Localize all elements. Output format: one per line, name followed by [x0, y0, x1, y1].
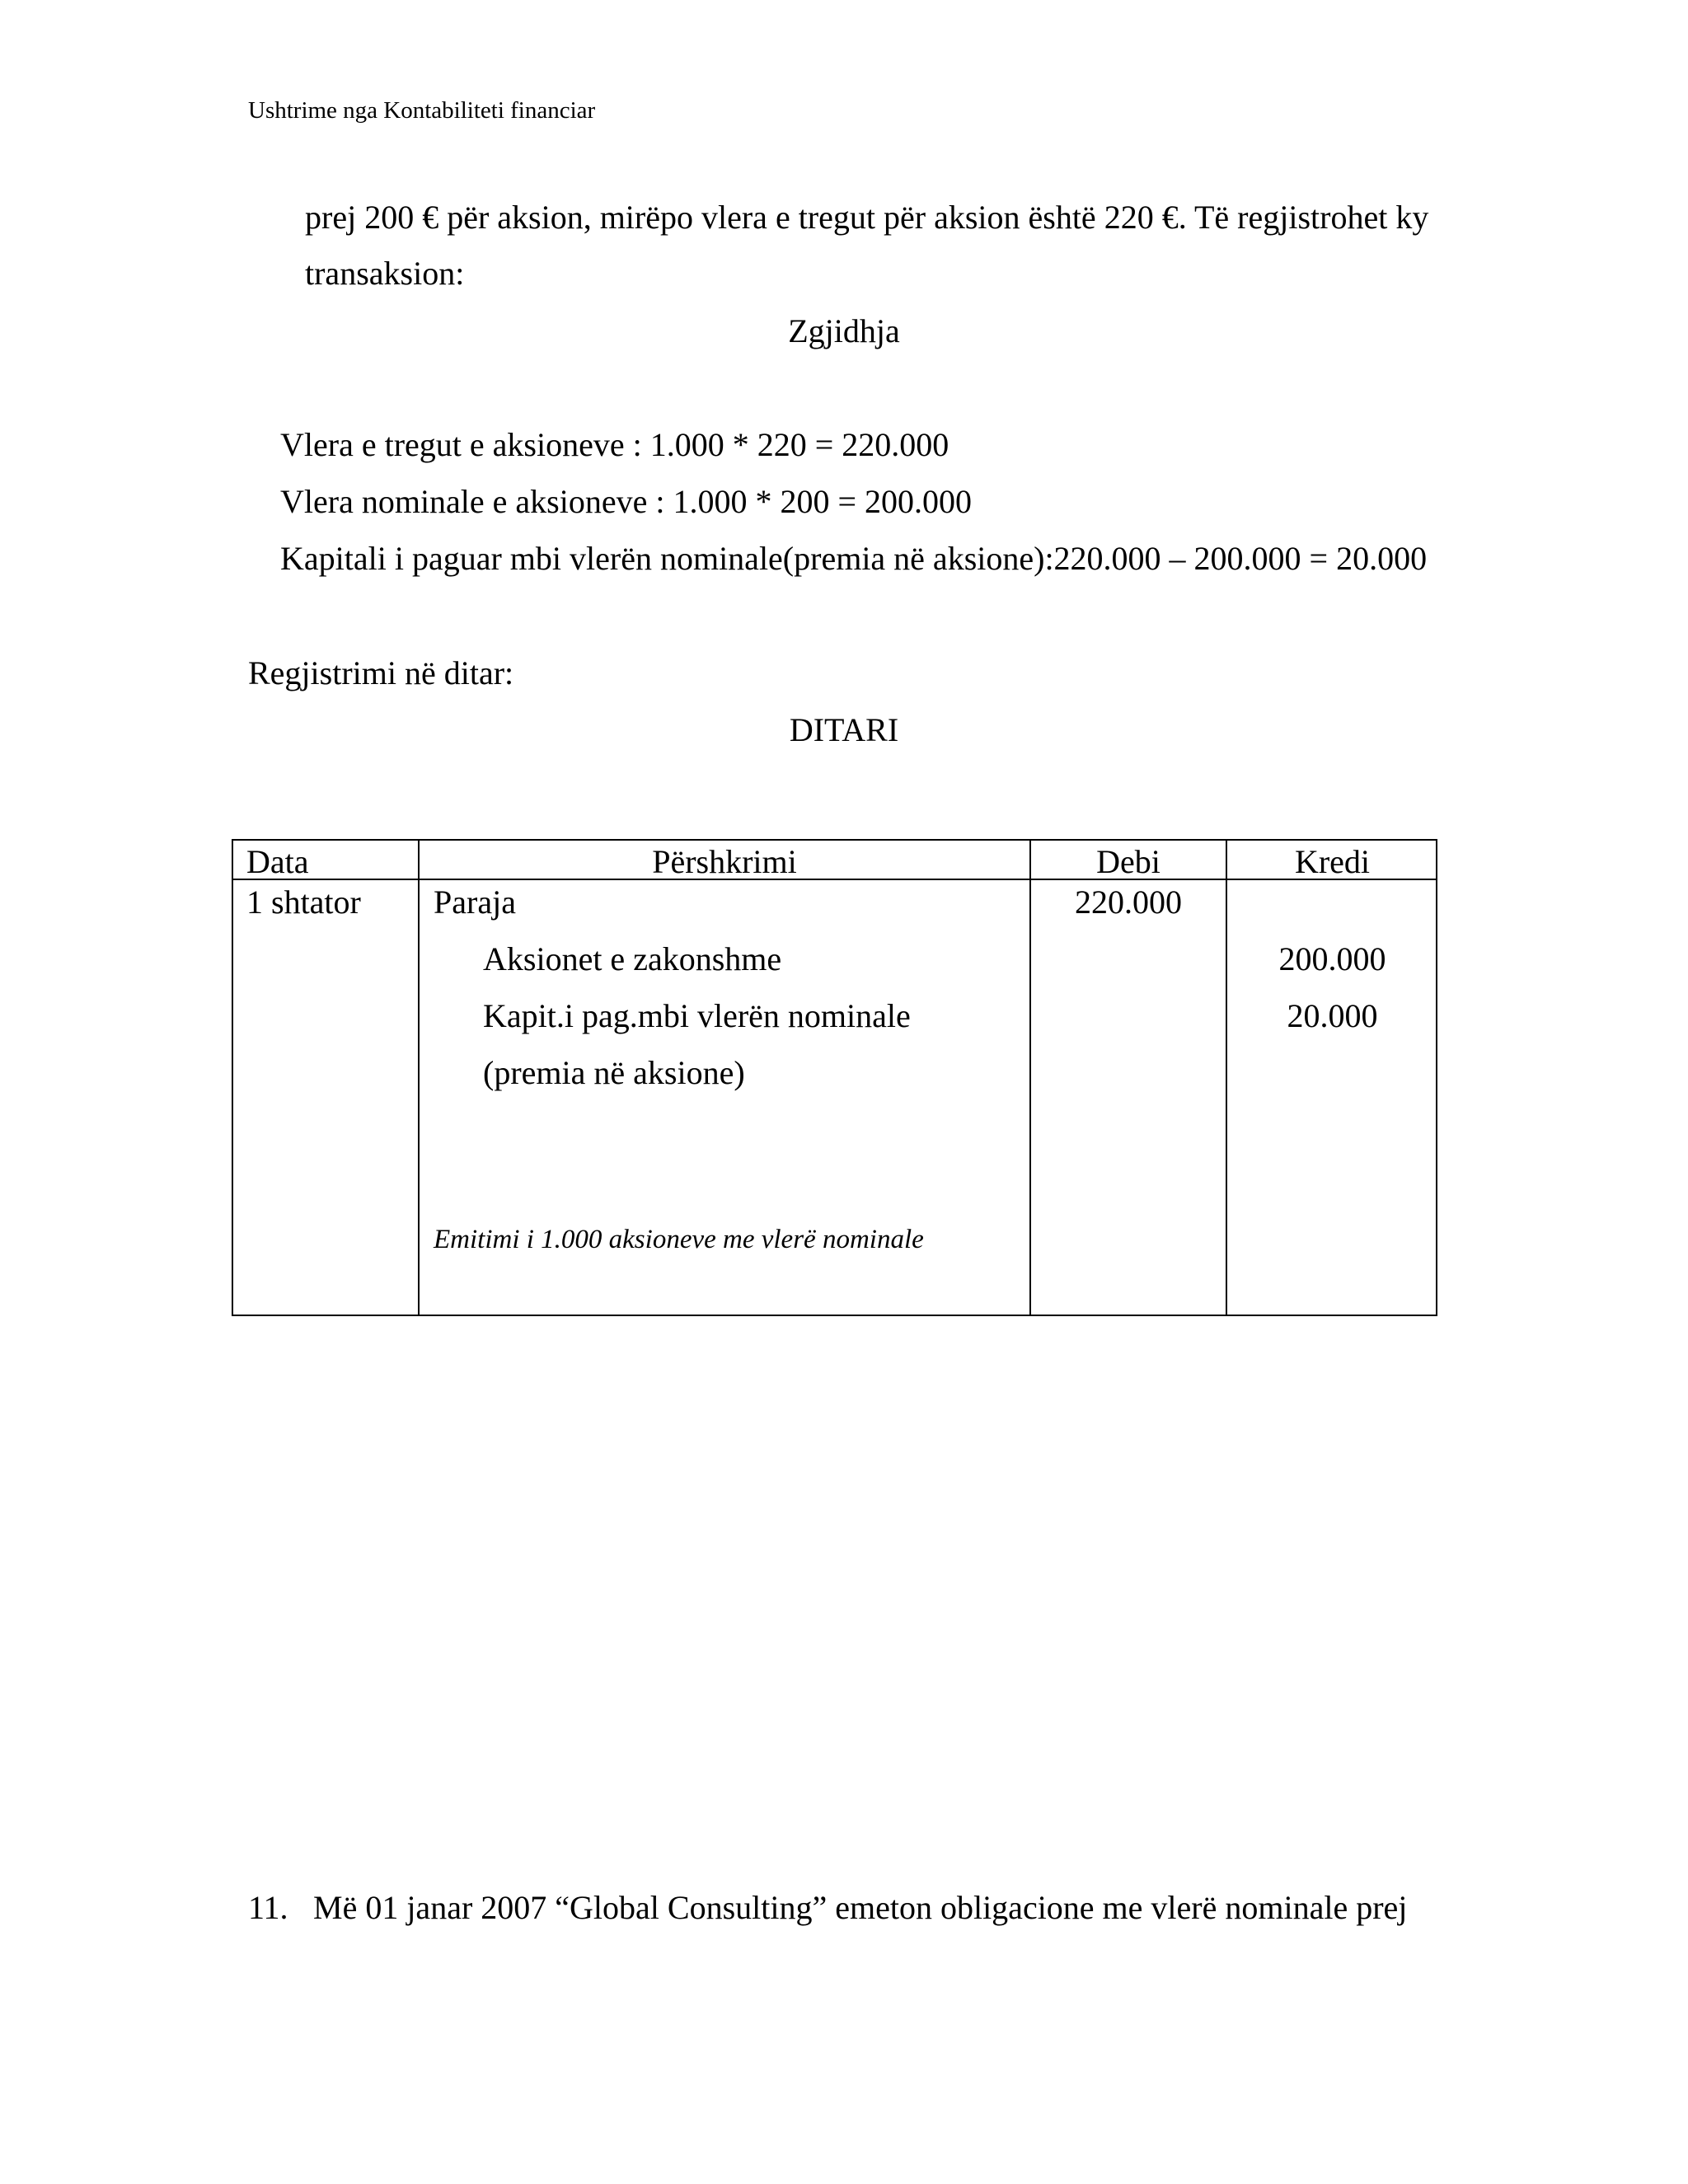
credit-account-paid-in-capital-note: (premia në aksione): [483, 1054, 745, 1091]
solution-heading: Zgjidhja: [788, 312, 900, 349]
credit-account-paid-in-capital: Kapit.i pag.mbi vlerën nominale: [483, 997, 911, 1034]
column-divider: [1226, 841, 1227, 1315]
credit-amount-paid-in-capital: 20.000: [1287, 997, 1378, 1034]
journal-title: DITARI: [789, 711, 899, 748]
calc-nominal-value: Vlera nominale e aksioneve : 1.000 * 200 = 200.000: [280, 483, 973, 520]
credit-amount-common-shares: 200.000: [1278, 940, 1386, 977]
intro-line-1: prej 200 € për aksion, mirëpo vlera e tregut për aksion është 220 €. Të regjistrohet ky: [305, 199, 1429, 236]
debit-amount: 220.000: [1075, 883, 1182, 921]
entry-date: 1 shtator: [246, 883, 361, 921]
column-header-debit: Debi: [1096, 843, 1160, 880]
entry-explanation: Emitimi i 1.000 aksioneve me vlerë nominale: [434, 1225, 924, 1254]
header-divider: [233, 879, 1436, 880]
debit-account: Paraja: [434, 883, 516, 921]
intro-line-2: transaksion:: [305, 255, 465, 292]
calc-market-value: Vlera e tregut e aksioneve : 1.000 * 220 = 220.000: [280, 426, 950, 463]
calc-share-premium: Kapitali i paguar mbi vlerën nominale(premia në aksione):220.000 – 200.000 = 20.000: [280, 540, 1428, 577]
column-divider: [418, 841, 420, 1315]
exercise-number: 11.: [248, 1889, 288, 1926]
column-header-date: Data: [246, 843, 309, 880]
exercise-text: Më 01 janar 2007 “Global Consulting” emeton obligacione me vlerë nominale prej: [313, 1889, 1408, 1926]
running-header: Ushtrime nga Kontabiliteti financiar: [248, 97, 596, 124]
credit-account-common-shares: Aksionet e zakonshme: [483, 940, 782, 977]
column-header-description: Përshkrimi: [652, 843, 797, 880]
journal-table: [232, 839, 1437, 1316]
column-header-credit: Kredi: [1294, 843, 1371, 880]
journal-intro: Regjistrimi në ditar:: [248, 654, 514, 691]
